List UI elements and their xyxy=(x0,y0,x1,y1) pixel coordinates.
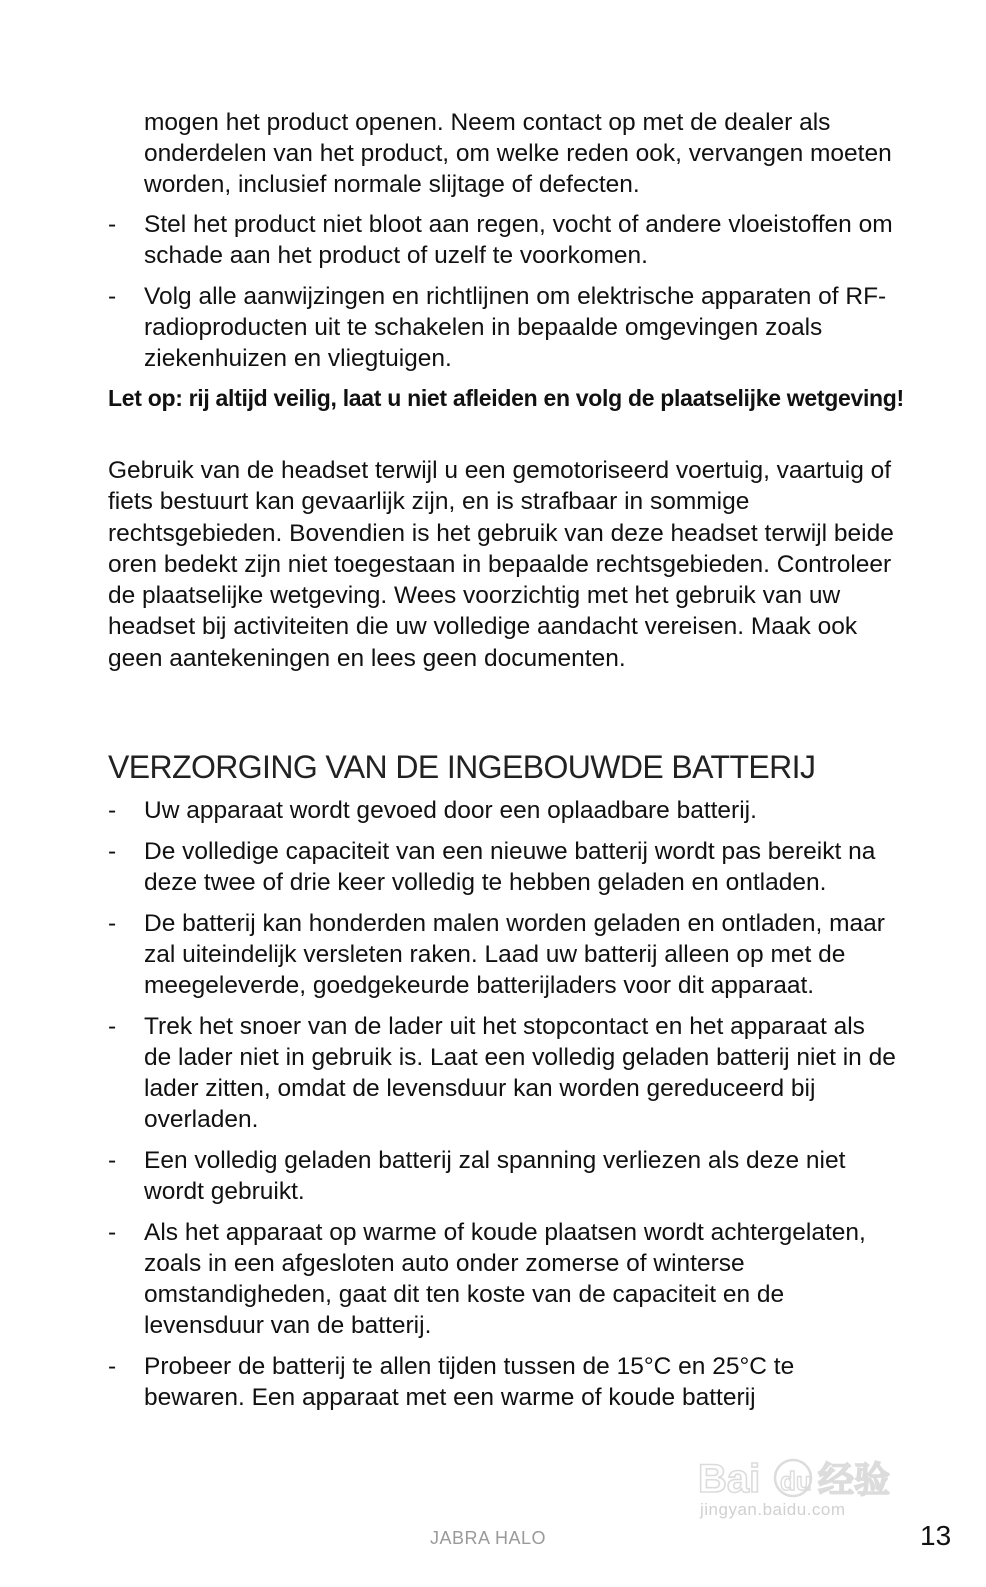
bullet-dash: - xyxy=(108,838,117,865)
bullet-dash: - xyxy=(108,1219,117,1246)
list-item xyxy=(108,1145,898,1207)
footer-brand: JABRA HALO xyxy=(430,1528,547,1548)
bullet-dash: - xyxy=(108,211,117,238)
baidu-watermark-url: jingyan.baidu.com xyxy=(700,1500,846,1519)
bullet-dash: - xyxy=(108,1147,117,1174)
list-item-text: Stel het product niet bloot aan regen, vocht of andere vloeistoffen om schade aan het product of uzelf te voorkomen. xyxy=(144,211,893,269)
list-item-text: De batterij kan honderden malen worden geladen en ontladen, maar zal uiteindelijk versleten raken. Laad uw batterij alleen op met de meegeleverde, goedgekeurde batterijladers voor dit apparaat. xyxy=(144,910,885,999)
bullet-dash: - xyxy=(108,283,117,310)
list-item xyxy=(108,836,898,898)
list-item xyxy=(108,1351,898,1413)
list-item-text: Als het apparaat op warme of koude plaatsen wordt achtergelaten, zoals in een afgesloten auto onder zomerse of winterse omstandigheden, gaat dit ten koste van de capaciteit en de levensduur van de batterij. xyxy=(144,1219,866,1339)
list-item-text: Een volledig geladen batterij zal spanning verliezen als deze niet wordt gebruikt. xyxy=(144,1147,846,1205)
battery-list xyxy=(108,795,898,1423)
warning-body: Gebruik van de headset terwijl u een gemotoriseerd voertuig, vaartuig of fiets bestuurt kan gevaarlijk zijn, en is strafbaar in sommige rechtsgebieden. Bovendien is het gebruik van deze headset terwijl beide oren bedekt zijn niet toegestaan in bepaalde rechtsgebieden. Controleer de plaatselijke wetgeving. Wees voorzichtig met het gebruik van uw headset bij activiteiten die uw volledige aandacht vereisen. Maak ook geen aantekeningen en lees geen documenten. xyxy=(108,457,894,672)
svg-text:经验: 经验 xyxy=(818,1460,891,1501)
bullet-dash: - xyxy=(108,910,117,937)
list-item-text: Probeer de batterij te allen tijden tussen de 15°C en 25°C te bewaren. Een apparaat met een warme of koude batterij xyxy=(144,1353,795,1411)
warning-heading: Let op: rij altijd veilig, laat u niet afleiden en volg de plaatselijke wetgeving! xyxy=(108,385,904,411)
list-item xyxy=(108,209,898,271)
list-item xyxy=(108,281,898,374)
bullet-dash: - xyxy=(108,1013,117,1040)
list-item xyxy=(108,1217,898,1341)
page-number: 13 xyxy=(920,1520,952,1551)
safety-list xyxy=(108,209,898,384)
list-item xyxy=(108,908,898,1001)
svg-text:du: du xyxy=(780,1466,812,1496)
svg-text:Bai: Bai xyxy=(698,1457,761,1501)
section-heading: VERZORGING VAN DE INGEBOUWDE BATTERIJ xyxy=(108,749,816,785)
list-item-text: Volg alle aanwijzingen en richtlijnen om elektrische apparaten of RF-radioproducten uit te schakelen in bepaalde omgevingen zoals ziekenhuizen en vliegtuigen. xyxy=(144,283,887,372)
list-item xyxy=(108,1011,898,1135)
list-item-text: Uw apparaat wordt gevoed door een oplaadbare batterij. xyxy=(144,797,757,824)
bullet-dash: - xyxy=(108,797,117,824)
list-item xyxy=(108,795,898,826)
bullet-dash: - xyxy=(108,1353,117,1380)
continuation-paragraph: mogen het product openen. Neem contact op met de dealer als onderdelen van het product, om welke reden ook, vervangen moeten worden, inclusief normale slijtage of defecten. xyxy=(144,109,892,198)
list-item-text: De volledige capaciteit van een nieuwe batterij wordt pas bereikt na deze twee of drie keer volledig te hebben geladen en ontladen. xyxy=(144,838,876,896)
list-item-text: Trek het snoer van de lader uit het stopcontact en het apparaat als de lader niet in gebruik is. Laat een volledig geladen batterij niet in de lader zitten, omdat de levensduur kan worden gereduceerd bij overladen. xyxy=(144,1013,896,1133)
